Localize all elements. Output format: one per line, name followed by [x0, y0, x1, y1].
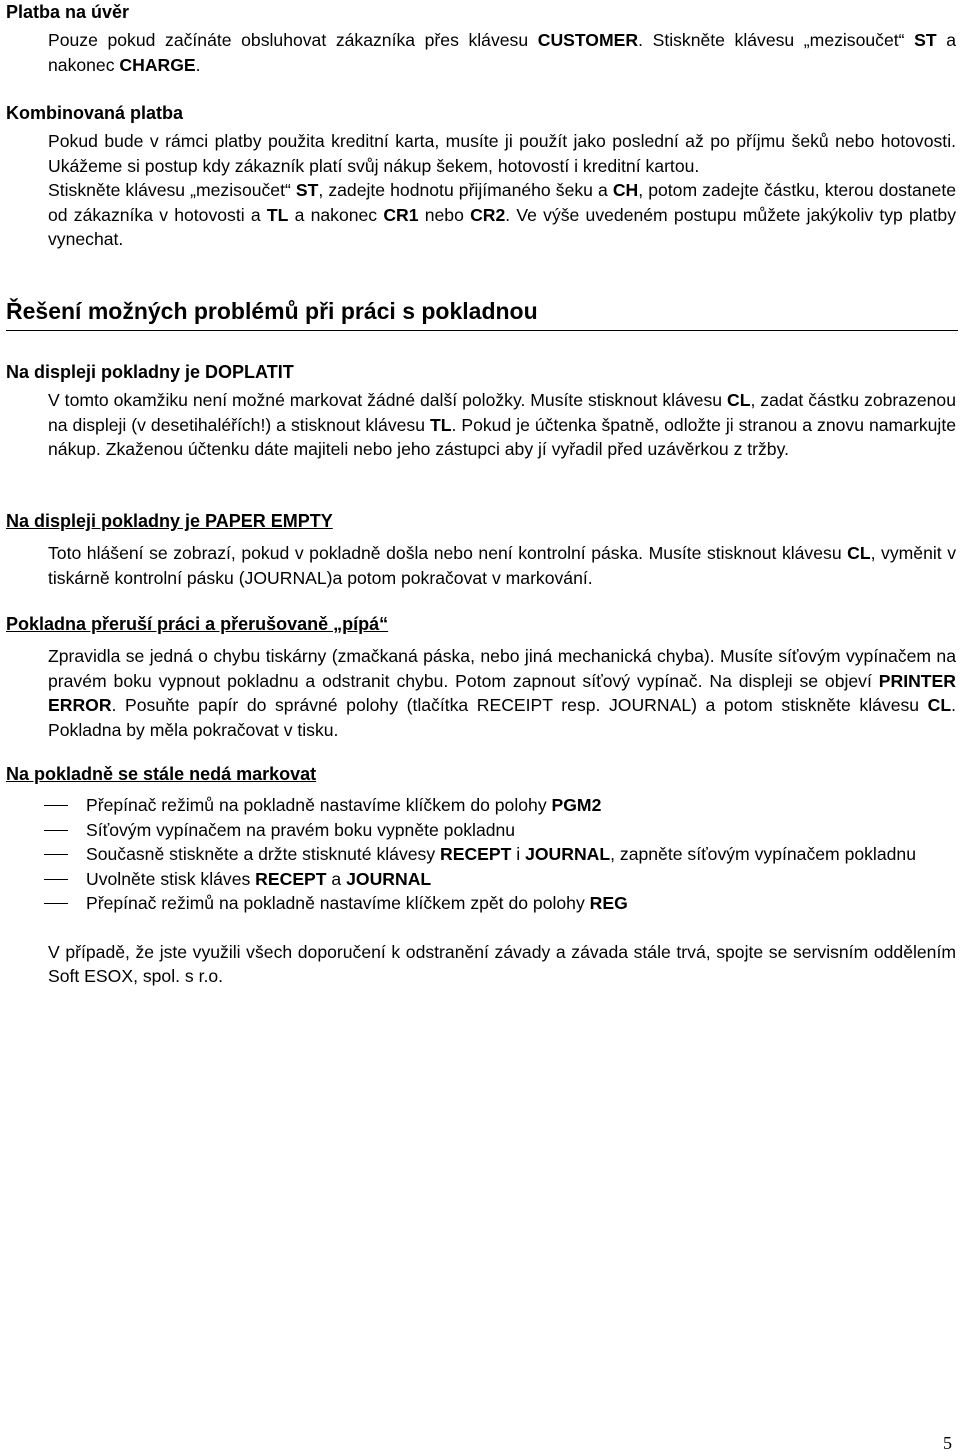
- text-run: Přepínač režimů na pokladně nastavíme klíčkem do polohy: [86, 795, 552, 815]
- paragraph-pipa: [48, 644, 956, 742]
- section-title-problems: Řešení možných problémů při práci s pokladnou: [6, 296, 958, 331]
- heading-nemarkuje: Na pokladně se stále nedá markovat: [6, 764, 317, 784]
- paragraph-kombinovana-2: [48, 178, 956, 252]
- text-run: . Pokladna by měla pokračovat v tisku.: [48, 695, 956, 740]
- list-item: [6, 891, 956, 916]
- paragraph-doplatit: [48, 388, 956, 462]
- dash-bullet-icon: [44, 854, 68, 855]
- text-run: Toto hlášení se zobrazí, pokud v pokladně došla nebo není kontrolní páska. Musíte stisknout klávesu: [48, 543, 848, 563]
- bold-key-term: ST: [295, 180, 319, 200]
- paragraph-kombinovana-1: [48, 129, 956, 178]
- dash-bullet-icon: [44, 805, 68, 806]
- heading-kombinovana-platba: Kombinovaná platba: [6, 103, 184, 123]
- text-run: .: [195, 54, 201, 75]
- text-run: V případě, že jste využili všech doporučení k odstranění závady a závada stále trvá, spojte se servisním oddělením Soft ESOX, spol. s r.o.: [48, 941, 956, 986]
- paragraph-platba-na-uver: [48, 28, 956, 77]
- paragraph-paper-empty: [48, 541, 956, 590]
- bold-key-term: REG: [589, 893, 628, 913]
- text-run: , zadat částku zobrazenou na displeji (v desetihaléřích!) a stisknout klávesu: [48, 390, 956, 435]
- section-doplatit: [6, 360, 958, 462]
- text-run: Zpravidla se jedná o chybu tiskárny (zmačkaná páska, nebo jiná mechanická chyba). Musíte síťovým vypínačem na pravém boku vypnout pokladnu a odstranit chybu. Potom zapnout síťový vypínač. Na displeji se objeví: [48, 646, 956, 691]
- bold-key-term: JOURNAL: [346, 868, 432, 889]
- text-run: Pokud bude v rámci platby použita kreditní karta, musíte ji použít jako poslední až po příjmu šeků nebo hotovosti. Ukážeme si postup kdy zákazník platí svůj nákup šekem, hotovostí i kreditní kartou.: [48, 131, 956, 176]
- bold-key-term: JOURNAL: [525, 844, 611, 864]
- bold-key-term: CHARGE: [119, 54, 196, 75]
- list-item: [6, 867, 956, 892]
- bold-key-term: CUSTOMER: [537, 30, 639, 50]
- bold-key-term: CL: [927, 695, 952, 715]
- text-run: V tomto okamžiku není možné markovat žádné další položky. Musíte stisknout klávesu: [48, 390, 727, 410]
- bold-key-term: CL: [726, 390, 751, 410]
- bold-key-term: CR2: [470, 204, 506, 225]
- section-nemarkuje: [6, 762, 958, 989]
- text-run: , vyměnit v tiskárně kontrolní pásku (JOURNAL)a potom pokračovat v markování.: [48, 543, 957, 588]
- text-run: , zadejte hodnotu přijímaného šeku a: [318, 180, 613, 200]
- text-run: i: [511, 844, 526, 864]
- dash-bullet-icon: [44, 879, 68, 880]
- section-problems: [6, 296, 958, 331]
- section-pipa: [6, 612, 958, 742]
- text-run: Přepínač režimů na pokladně nastavíme klíčkem zpět do polohy: [86, 893, 590, 913]
- section-platba-na-uver: [6, 0, 958, 77]
- list-item: [6, 818, 956, 843]
- text-run: , potom zadejte částku, kterou dostanete od zákazníka v hotovosti a: [48, 180, 956, 225]
- bold-key-term: CH: [612, 180, 639, 200]
- list-item: [6, 793, 956, 818]
- bold-key-term: RECEPT: [255, 868, 327, 889]
- dash-bullet-icon: [44, 830, 68, 831]
- heading-platba-na-uver: Platba na úvěr: [6, 2, 130, 22]
- text-run: Uvolněte stisk kláves: [86, 868, 256, 889]
- text-run: a nakonec: [48, 30, 956, 75]
- text-run: Současně stiskněte a držte stisknuté klávesy: [86, 844, 441, 864]
- bold-key-term: CR1: [383, 204, 419, 225]
- bold-key-term: PGM2: [551, 795, 602, 815]
- text-run: . Posuňte papír do správné polohy (tlačítka RECEIPT resp. JOURNAL) a potom stiskněte klávesu: [111, 695, 928, 715]
- list-item: [6, 842, 956, 867]
- text-run: a nakonec: [288, 204, 384, 225]
- text-run: a: [326, 868, 347, 889]
- section-kombinovana-platba: [6, 101, 958, 252]
- text-run: . Stiskněte klávesu „mezisoučet“: [638, 30, 915, 50]
- steps-list: [6, 793, 958, 916]
- bold-key-term: TL: [429, 414, 452, 435]
- heading-pipa: Pokladna přeruší práci a přerušovaně „pípá“: [6, 614, 389, 634]
- page-number: 5: [943, 1433, 952, 1453]
- text-run: nebo: [418, 204, 471, 225]
- heading-doplatit: Na displeji pokladny je DOPLATIT: [6, 362, 294, 382]
- text-run: . Ve výše uvedeném postupu můžete jakýkoliv typ platby vynechat.: [48, 204, 956, 249]
- text-run: . Pokud je účtenka špatně, odložte ji stranou a znovu namarkujte nákup. Zkaženou účtenku dáte majiteli nebo jeho zástupci aby jí vyřadil před uzávěrkou z tržby.: [48, 414, 957, 459]
- bold-key-term: TL: [266, 204, 289, 225]
- paragraph-closing: [48, 940, 956, 989]
- heading-paper-empty: Na displeji pokladny je PAPER EMPTY: [6, 511, 333, 531]
- bold-key-term: PRINTER ERROR: [48, 670, 956, 715]
- text-run: Pouze pokud začínáte obsluhovat zákazníka přes klávesu: [48, 30, 538, 50]
- bold-key-term: CL: [847, 543, 871, 563]
- dash-bullet-icon: [44, 903, 68, 904]
- text-run: Síťovým vypínačem na pravém boku vypněte pokladnu: [86, 819, 516, 840]
- text-run: , zapněte síťovým vypínačem pokladnu: [610, 844, 916, 864]
- section-paper-empty: [6, 509, 958, 590]
- bold-key-term: ST: [914, 30, 937, 50]
- bold-key-term: RECEPT: [440, 844, 512, 864]
- text-run: Stiskněte klávesu „mezisoučet“: [48, 180, 296, 200]
